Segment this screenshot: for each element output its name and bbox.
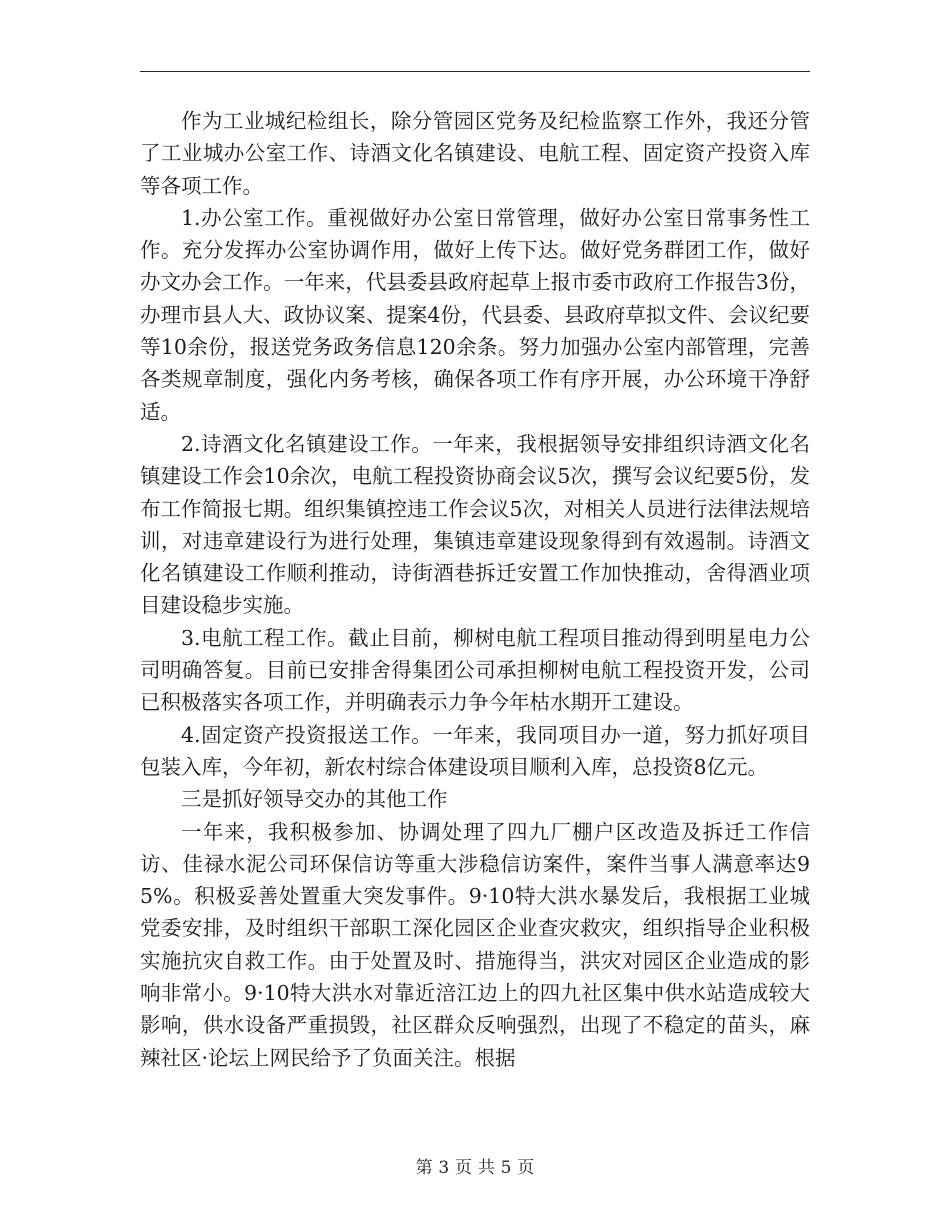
paragraph-intro: 作为工业城纪检组长，除分管园区党务及纪检监察工作外，我还分管了工业城办公室工作、诗酒文化名镇建设、电航工程、固定资产投资入库等各项工作。 (140, 109, 810, 198)
document-body (140, 105, 810, 1074)
header-rule (140, 71, 810, 72)
paragraph-office-work: 1.办公室工作。重视做好办公室日常管理，做好办公室日常事务性工作。充分发挥办公室协调作用，做好上传下达。做好党务群团工作，做好办文办会工作。一年来，代县委县政府起草上报市委市政府工作报告3份，办理市县人大、政协议案、提案4份，代县委、县政府草拟文件、会议纪要等10余份，报送党务政务信息120余条。努力加强办公室内部管理，完善各类规章制度，强化内务考核，确保各项工作有序开展，办公环境干净舒适。 (140, 205, 810, 424)
paragraph-culture-town: 2.诗酒文化名镇建设工作。一年来，我根据领导安排组织诗酒文化名镇建设工作会10余次，电航工程投资协商会议5次，撰写会议纪要5份，发布工作简报七期。组织集镇控违工作会议5次，对相关人员进行法律法规培训，对违章建设行为进行处理，集镇违章建设现象得到有效遏制。诗酒文化名镇建设工作顺利推动，诗街酒巷拆迁安置工作加快推动，舍得酒业项目建设稳步实施。 (140, 431, 810, 618)
page-footer: 第 3 页 共 5 页 (415, 1158, 535, 1178)
paragraph-investment: 4.固定资产投资报送工作。一年来，我同项目办一道，努力抓好项目包装入库，今年初，新农村综合体建设项目顺利入库，总投资8亿元。 (140, 722, 810, 779)
paragraph-other-work: 一年来，我积极参加、协调处理了四九厂棚户区改造及拆迁工作信访、佳禄水泥公司环保信访等重大涉稳信访案件，案件当事人满意率达95%。积极妥善处置重大突发事件。9·10特大洪水暴发后，我根据工业城党委安排，及时组织干部职工深化园区企业查灾救灾，组织指导企业积极实施抗灾自救工作。由于处置及时、措施得当，洪灾对园区企业造成的影响非常小。9·10特大洪水对靠近涪江边上的四九社区集中供水站造成较大影响，供水设备严重损毁，社区群众反响强烈，出现了不稳定的苗头，麻辣社区·论坛上网民给予了负面关注。根据 (140, 819, 810, 1070)
section-heading: 三是抓好领导交办的其他工作 (181, 787, 448, 812)
paragraph-power-project: 3.电航工程工作。截止目前，柳树电航工程项目推动得到明星电力公司明确答复。目前已安排舍得集团公司承担柳树电航工程投资开发，公司已积极落实各项工作，并明确表示力争今年枯水期开工建设。 (140, 625, 810, 715)
